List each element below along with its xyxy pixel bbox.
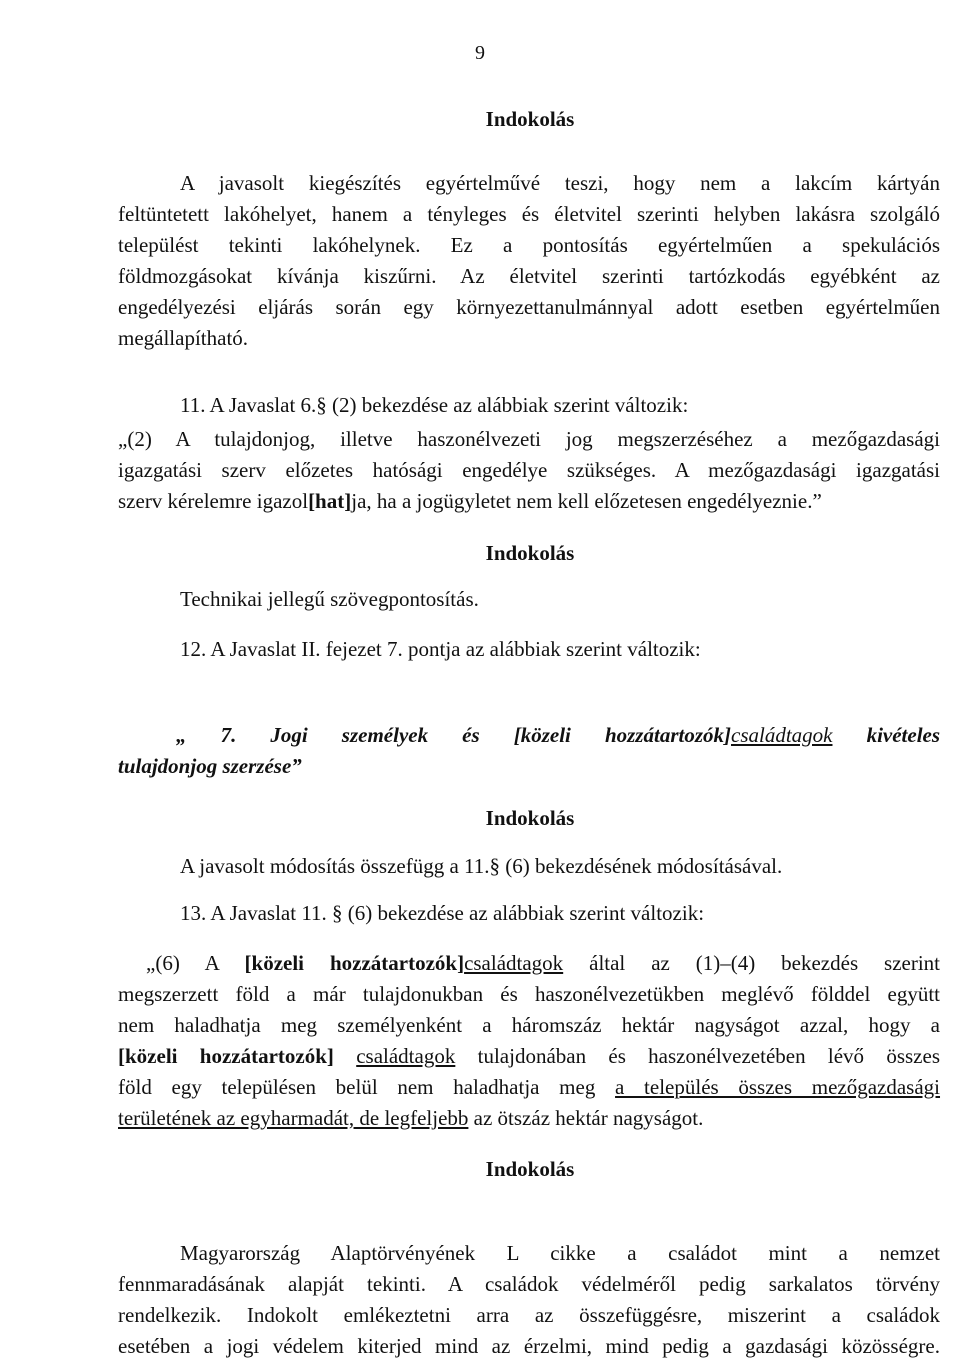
section-heading: Indokolás — [485, 107, 575, 131]
quote-text: szerv kérelemre igazol — [118, 489, 309, 513]
justification-paragraph — [118, 168, 940, 354]
item-12-reason: A javasolt módosítás összefügg a 11.§ (6) bekezdésének módosításával. — [180, 854, 783, 878]
quote-line — [118, 948, 940, 979]
quote-text: föld egy településen belül nem haladhatja meg — [118, 1075, 596, 1099]
paragraph-line: feltüntetett lakóhelyet, hanem a tényleges és életvitel szerinti helyben lakásra szolgáló — [118, 202, 940, 226]
quote-line — [118, 1041, 940, 1072]
inserted-text: családtagok — [731, 723, 833, 747]
deleted-text: [közeli hozzátartozók] — [244, 951, 465, 975]
inserted-text: területének az egyharmadát, de legfeljebb — [118, 1106, 469, 1130]
paragraph-line: földmozgásokat kívánja kiszűrni. Az életvitel szerinti tartózkodás egyébként az — [118, 264, 940, 288]
quote-line — [118, 1072, 940, 1103]
quote-text: ja, ha a jogügyletet nem kell előzetesen engedélyeznie.” — [351, 489, 822, 513]
item-11-reason: Technikai jellegű szövegpontosítás. — [180, 587, 479, 611]
quote-line — [118, 486, 940, 517]
quote-text: „(6) A — [146, 951, 219, 975]
quote-line: tulajdonjog szerzése” — [118, 754, 302, 778]
inserted-text: családtagok — [464, 951, 564, 975]
paragraph-line: esetében a jogi védelem kiterjed mind az érzelmi, mind pedig a gazdasági közösségre. — [118, 1334, 940, 1358]
quote-text: tulajdonában és haszonélvezetében lévő összes — [477, 1044, 940, 1068]
inserted-text: a település összes mezőgazdasági — [615, 1075, 941, 1099]
quote-line: megszerzett föld a már tulajdonukban és haszonélvezetükben meglévő földdel együtt — [118, 982, 940, 1006]
item-13-reason — [118, 1238, 940, 1362]
quote-text: „ 7. Jogi személyek és — [176, 723, 480, 747]
item-13-title: 13. A Javaslat 11. § (6) bekezdése az alábbiak szerint változik: — [180, 901, 705, 925]
page-number: 9 — [475, 42, 485, 64]
item-13-heading: Indokolás — [485, 1157, 575, 1181]
deleted-text: [közeli hozzátartozók] — [118, 1044, 334, 1068]
quote-line: „(2) A tulajdonjog, illetve haszonélvezeti jog megszerzéséhez a mezőgazdasági — [118, 427, 940, 451]
item-12-title: 12. A Javaslat II. fejezet 7. pontja az alábbiak szerint változik: — [180, 637, 701, 661]
quote-text: kivételes — [866, 723, 941, 747]
item-11-heading: Indokolás — [485, 541, 575, 565]
item-12-heading: Indokolás — [485, 806, 575, 830]
paragraph-line: rendelkezik. Indokolt emlékeztetni arra az összefüggésre, miszerint a családok — [118, 1303, 940, 1327]
quote-text: által az (1)–(4) bekezdés szerint — [589, 951, 941, 975]
paragraph-line: Magyarország Alaptörvényének L cikke a családot mint a nemzet — [180, 1241, 940, 1265]
deleted-text: [közeli hozzátartozók] — [513, 723, 731, 747]
quote-text: az ötszáz hektár nagyságot. — [473, 1106, 704, 1130]
paragraph-line: A javasolt kiegészítés egyértelművé teszi, hogy nem a lakcím kártyán — [180, 171, 940, 195]
paragraph-line: fennmaradásának alapját tekinti. A családok védelméről pedig sarkalatos törvény — [118, 1272, 940, 1296]
quote-line — [118, 1103, 940, 1134]
quote-line: nem haladhatja meg személyenként a háromszáz hektár nagyságot azzal, hogy a — [118, 1013, 940, 1037]
item-13-quote — [118, 948, 940, 1134]
item-11-quote — [118, 424, 940, 517]
item-11-title: 11. A Javaslat 6.§ (2) bekezdése az alábbiak szerint változik: — [180, 393, 689, 417]
item-12-quote — [118, 720, 940, 782]
paragraph-line: engedélyezési eljárás során egy környezettanulmánnyal adott esetben egyértelműen — [118, 295, 940, 319]
quote-line — [118, 720, 940, 751]
quote-line: igazgatási szerv előzetes hatósági engedélye szükséges. A mezőgazdasági igazgatási — [118, 458, 940, 482]
paragraph-line: megállapítható. — [118, 326, 249, 350]
paragraph-line: települést tekinti lakóhelynek. Ez a pontosítás egyértelműen a spekulációs — [118, 233, 940, 257]
inserted-text: családtagok — [356, 1044, 456, 1068]
deleted-text: [hat] — [308, 489, 352, 513]
